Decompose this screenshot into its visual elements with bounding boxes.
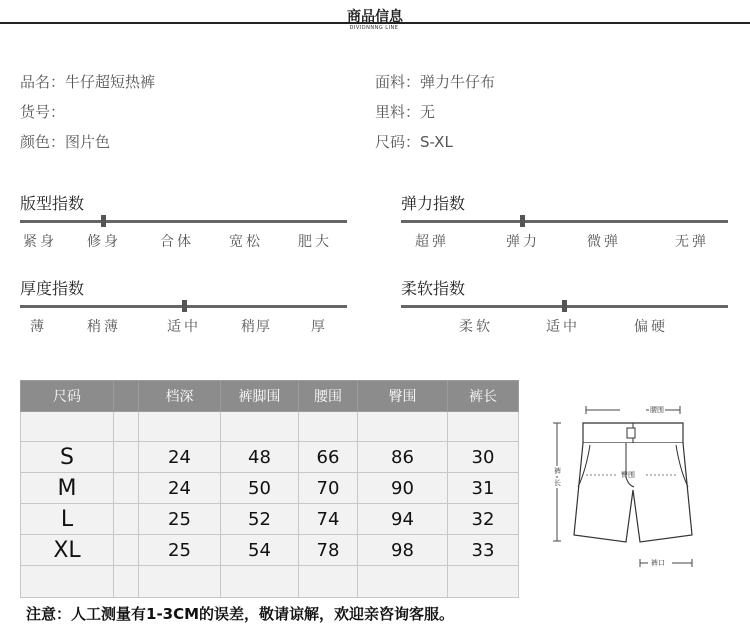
section-title: 商品信息 (347, 9, 403, 25)
table-row-empty (21, 412, 519, 442)
value-cell: 98 (358, 535, 448, 566)
elasticity-index-title: 弹力指数 (401, 194, 466, 213)
value-cell: 70 (299, 473, 358, 504)
value-cell: 25 (139, 535, 221, 566)
fit-option: 合体 (160, 234, 194, 250)
elasticity-option: 无弹 (675, 234, 709, 250)
softness-option: 柔软 (459, 319, 493, 335)
header-cell-hip: 臀围 (358, 381, 448, 412)
softness-index-marker (562, 300, 567, 312)
size-table-header-row (21, 381, 519, 412)
header-cell-spacer (114, 381, 139, 412)
thickness-index-marker (182, 300, 187, 312)
value-cell: 24 (139, 473, 221, 504)
thickness-option: 厚 (311, 319, 328, 335)
table-row (21, 473, 519, 504)
info-item-no: 货号： (20, 103, 66, 121)
value-cell: 54 (221, 535, 299, 566)
diagram-hem-label: 裤口 (651, 559, 665, 567)
value-cell: 30 (448, 442, 519, 473)
value-cell: 48 (221, 442, 299, 473)
table-row (21, 535, 519, 566)
value-cell: 94 (358, 504, 448, 535)
value-cell: 66 (299, 442, 358, 473)
elasticity-option: 弹力 (506, 234, 540, 250)
value-cell: 32 (448, 504, 519, 535)
info-lining: 里料：无 (375, 103, 436, 121)
size-cell: XL (21, 535, 114, 566)
value-cell: 78 (299, 535, 358, 566)
fit-index-marker (101, 215, 106, 227)
value-cell: 90 (358, 473, 448, 504)
elasticity-option: 超弹 (415, 234, 449, 250)
info-fabric: 面料：弹力牛仔布 (375, 73, 496, 91)
header-cell-waist: 腰围 (299, 381, 358, 412)
header-cell-size: 尺码 (21, 381, 114, 412)
info-size: 尺码：S-XL (375, 133, 453, 151)
value-cell: 24 (139, 442, 221, 473)
size-cell: L (21, 504, 114, 535)
section-subtitle: DIVIDNNNG LINE (349, 25, 399, 31)
softness-option: 偏硬 (634, 319, 668, 335)
value-cell: 74 (299, 504, 358, 535)
fit-option: 肥大 (298, 234, 332, 250)
measurement-note: 注意：人工测量有1-3CM的误差，敬请谅解，欢迎亲咨询客服。 (26, 605, 455, 623)
thickness-option: 稍薄 (87, 319, 121, 335)
info-name: 品名：牛仔超短热裤 (20, 73, 156, 91)
softness-option: 适中 (546, 319, 580, 335)
info-color: 颜色：图片色 (20, 133, 111, 151)
header-cell-length: 裤长 (448, 381, 519, 412)
value-cell: 52 (221, 504, 299, 535)
fit-option: 宽松 (229, 234, 263, 250)
diagram-length-label-top: 裤 (554, 467, 561, 475)
softness-index-title: 柔软指数 (401, 279, 466, 298)
size-cell: S (21, 442, 114, 473)
elasticity-index-bar (401, 220, 728, 223)
elasticity-index-marker (520, 215, 525, 227)
diagram-length-label-bottom: 长 (554, 479, 561, 487)
shorts-measurement-diagram (548, 395, 698, 580)
elasticity-option: 微弹 (587, 234, 621, 250)
value-cell: 33 (448, 535, 519, 566)
fit-index-title: 版型指数 (20, 194, 85, 213)
thickness-option: 适中 (167, 319, 201, 335)
size-cell: M (21, 473, 114, 504)
value-cell: 86 (358, 442, 448, 473)
table-row (21, 504, 519, 535)
thickness-option: 薄 (30, 319, 47, 335)
table-row (21, 442, 519, 473)
diagram-hip-label: 臀围 (621, 471, 635, 479)
size-table (20, 380, 519, 598)
table-row-empty (21, 566, 519, 598)
thickness-option: 稍厚 (241, 319, 271, 335)
header-cell-hem: 裤脚围 (221, 381, 299, 412)
value-cell: 25 (139, 504, 221, 535)
diagram-waist-label: 腰围 (650, 406, 664, 414)
fit-option: 修身 (87, 234, 121, 250)
header-cell-rise: 档深 (139, 381, 221, 412)
value-cell: 50 (221, 473, 299, 504)
value-cell: 31 (448, 473, 519, 504)
fit-option: 紧身 (23, 234, 57, 250)
fit-index-bar (20, 220, 347, 223)
thickness-index-title: 厚度指数 (20, 279, 85, 298)
